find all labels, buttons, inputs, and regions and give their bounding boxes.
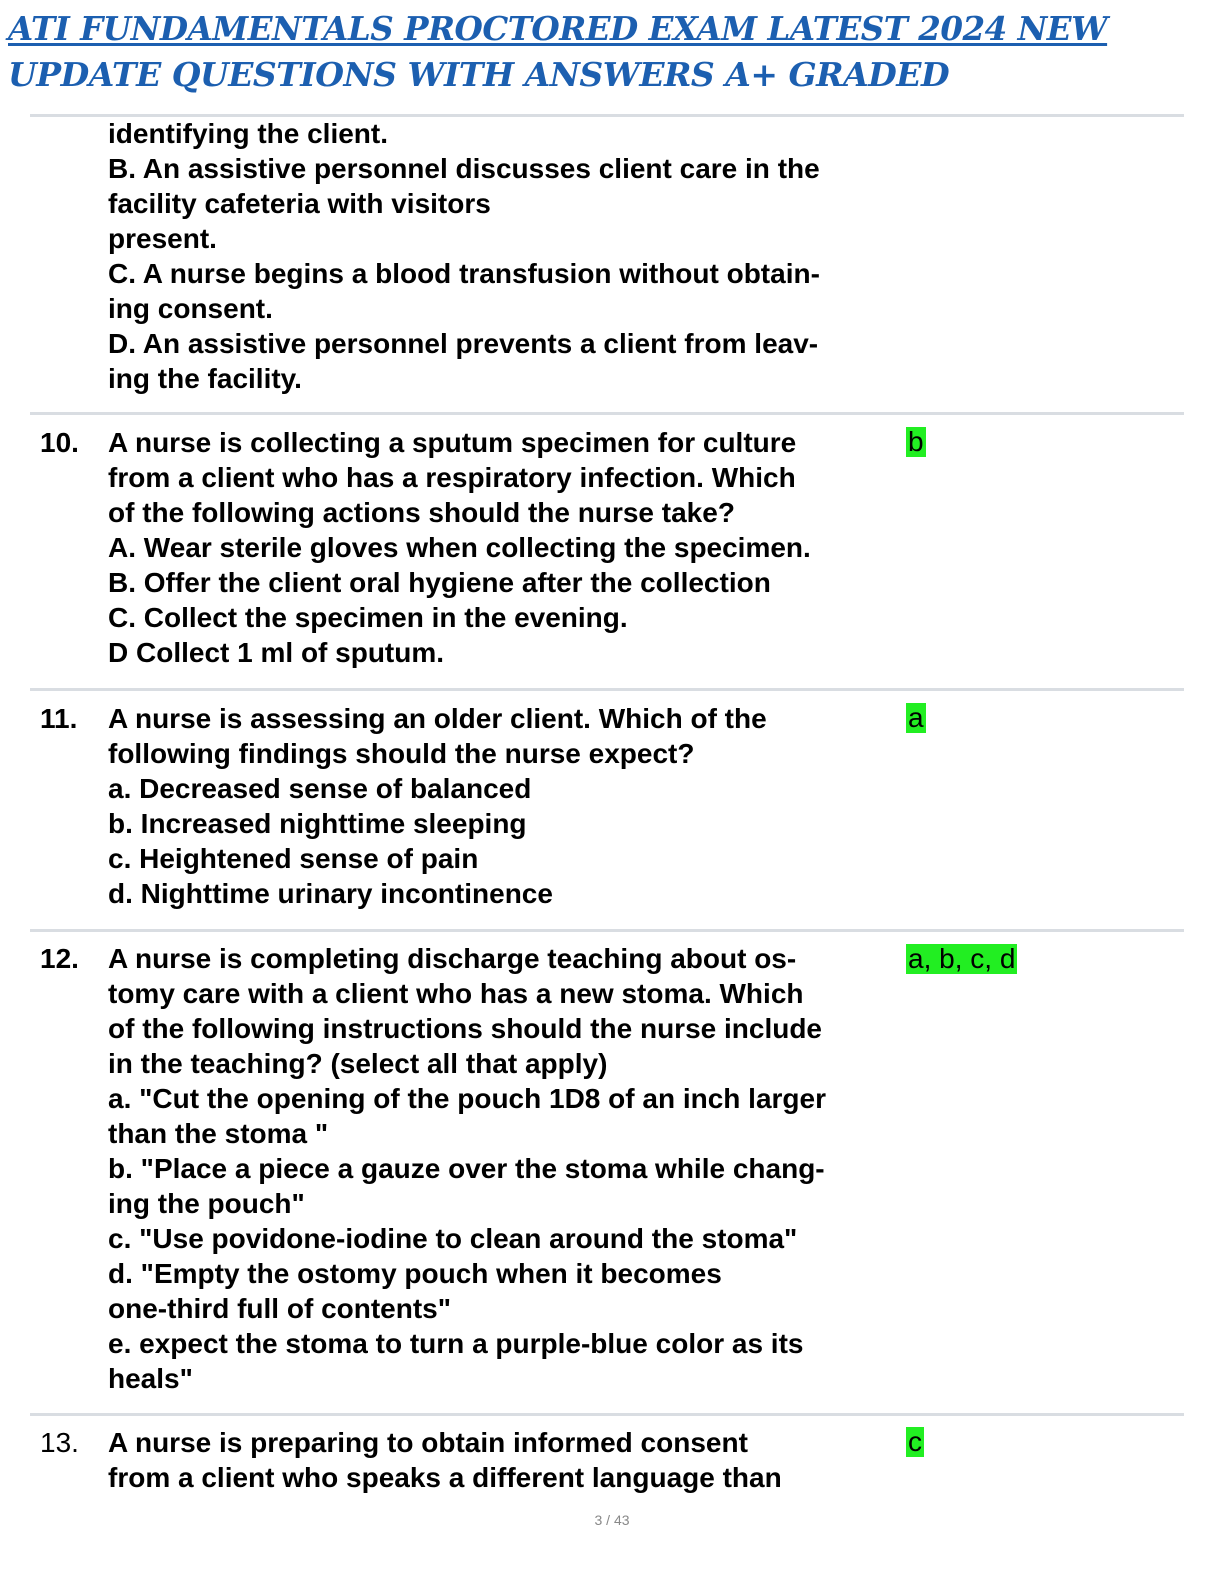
text-line: D. An assistive personnel prevents a client from leav- <box>108 328 819 359</box>
question-number: 10. <box>40 427 79 458</box>
text-line: b. "Place a piece a gauze over the stoma while chang- <box>108 1153 825 1184</box>
text-line: ing the pouch" <box>108 1188 305 1219</box>
text-line: c. Heightened sense of pain <box>108 843 479 874</box>
text-line: A nurse is assessing an older client. Which of the <box>108 703 767 734</box>
text-line: one-third full of contents" <box>108 1293 452 1324</box>
text-line: facility cafeteria with visitors <box>108 188 491 219</box>
text-line: heals" <box>108 1363 193 1394</box>
text-line: from a client who has a respiratory infection. Which <box>108 462 796 493</box>
text-line: a. Decreased sense of balanced <box>108 773 532 804</box>
text-line: A nurse is completing discharge teaching about os- <box>108 943 797 974</box>
answer-highlight: a, b, c, d <box>908 943 1016 974</box>
text-line: tomy care with a client who has a new stoma. Which <box>108 978 804 1009</box>
text-line: following findings should the nurse expect? <box>108 738 695 769</box>
question-number: 12. <box>40 943 79 974</box>
answer-highlight: b <box>908 426 924 457</box>
text-line: A. Wear sterile gloves when collecting the specimen. <box>108 532 811 563</box>
text-line: present. <box>108 223 217 254</box>
text-line: of the following instructions should the nurse include <box>108 1013 822 1044</box>
text-line: C. A nurse begins a blood transfusion without obtain- <box>108 258 820 289</box>
banner-title-line-1: ATI FUNDAMENTALS PROCTORED EXAM LATEST 2024 NEW <box>8 9 1108 48</box>
divider <box>30 412 1184 415</box>
divider <box>30 929 1184 932</box>
text-line: A nurse is preparing to obtain informed consent <box>108 1427 748 1458</box>
text-line: from a client who speaks a different language than <box>108 1462 782 1493</box>
document-banner <box>8 9 1198 94</box>
text-line: B. An assistive personnel discusses client care in the <box>108 153 820 184</box>
question-text <box>108 1425 908 1495</box>
text-line: than the stoma " <box>108 1118 329 1149</box>
text-line: in the teaching? (select all that apply) <box>108 1048 608 1079</box>
text-line: of the following actions should the nurse take? <box>108 497 735 528</box>
answer-highlight: a <box>908 702 924 733</box>
text-line: C. Collect the specimen in the evening. <box>108 602 628 633</box>
question-text <box>108 116 908 396</box>
question-number: 11. <box>40 703 78 734</box>
text-line: d. Nighttime urinary incontinence <box>108 878 553 909</box>
question-number: 13. <box>40 1427 79 1458</box>
text-line: ing consent. <box>108 293 273 324</box>
text-line: a. "Cut the opening of the pouch 1D8 of an inch larger <box>108 1083 826 1114</box>
divider <box>30 1413 1184 1416</box>
question-text <box>108 941 908 1396</box>
text-line: B. Offer the client oral hygiene after the collection <box>108 567 771 598</box>
answer-highlight: c <box>908 1426 922 1457</box>
text-line: b. Increased nighttime sleeping <box>108 808 527 839</box>
banner-title-line-2: UPDATE QUESTIONS WITH ANSWERS A+ GRADED <box>8 55 950 94</box>
text-line: A nurse is collecting a sputum specimen for culture <box>108 427 797 458</box>
page-number: 3 / 43 <box>594 1512 630 1528</box>
text-line: e. expect the stoma to turn a purple-blue color as its <box>108 1328 804 1359</box>
divider <box>30 688 1184 691</box>
text-line: identifying the client. <box>108 118 389 149</box>
text-line: d. "Empty the ostomy pouch when it becomes <box>108 1258 722 1289</box>
question-text <box>108 425 908 670</box>
text-line: ing the facility. <box>108 363 302 394</box>
question-text <box>108 701 908 911</box>
text-line: c. "Use povidone-iodine to clean around the stoma" <box>108 1223 798 1254</box>
text-line: D Collect 1 ml of sputum. <box>108 637 445 668</box>
